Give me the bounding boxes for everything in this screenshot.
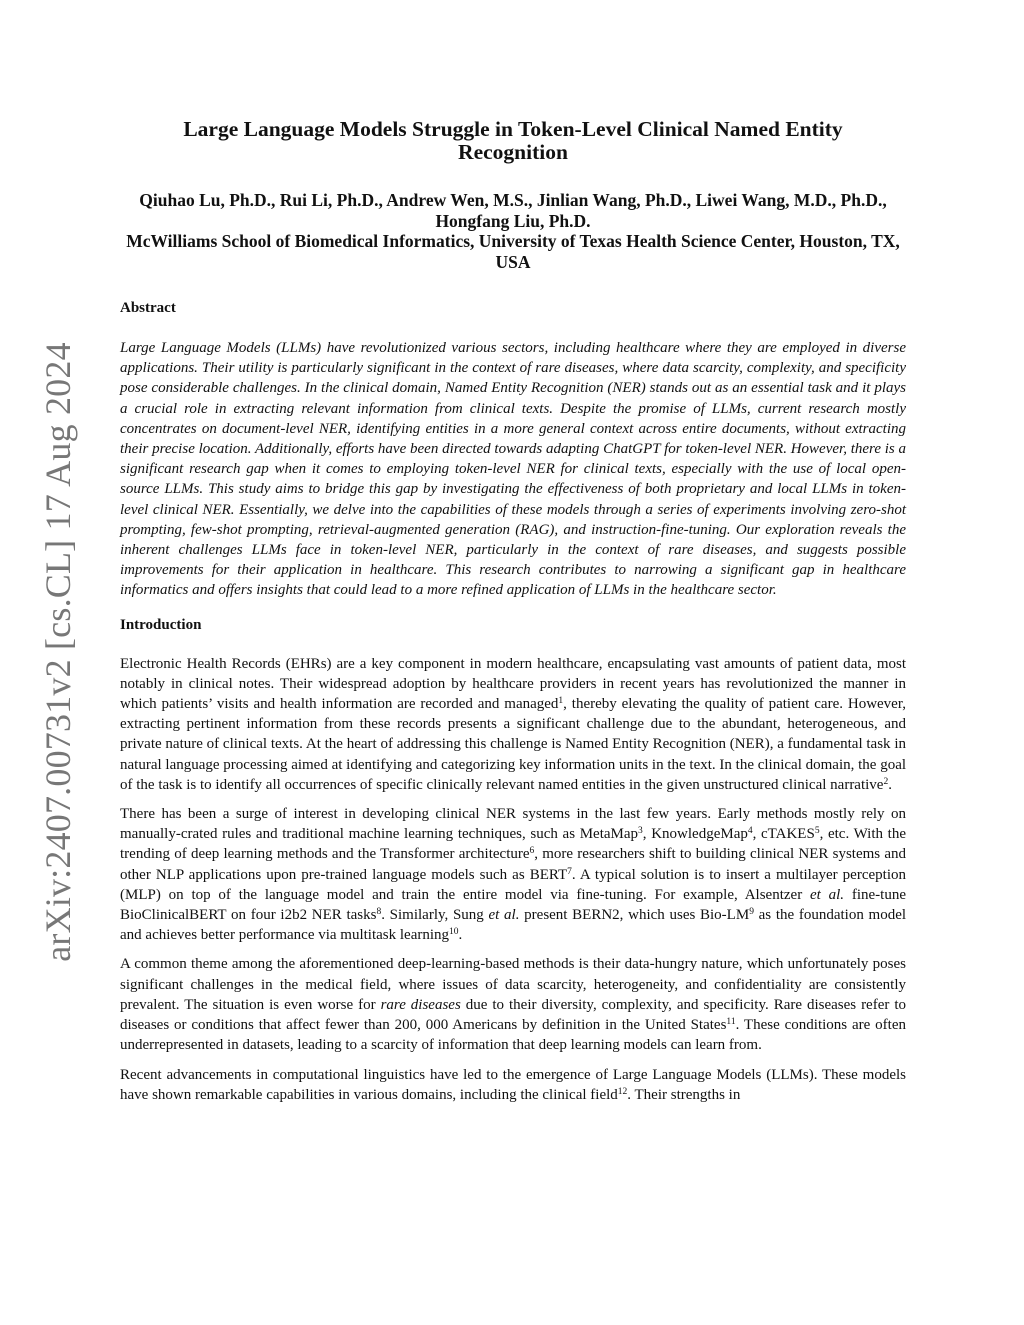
citation: 2: [883, 776, 889, 787]
paper-page: [120, 112, 906, 1105]
abstract-text: Large Language Models (LLMs) have revolutionized various sectors, including healthcare where they are employed in diverse applications. Their utility is particularly significant in the context of rare diseases, where data scarcity, complexity, and specificity pose considerable challenges. In the clinical domain, Named Entity Recognition (NER) stands out as an essential task and it plays a crucial role in extracting relevant information from clinical texts. Despite the promise of LLMs, current research mostly concentrates on document-level NER, identifying entities in a more general context across entire documents, without extracting their precise location. Additionally, efforts have been directed towards adapting ChatGPT for token-level NER. However, there is a significant research gap when it comes to employing token-level NER for clinical texts, especially with the use of local open-source LLMs. This study aims to bridge this gap by investigating the effectiveness of both proprietary and local LLMs in token-level clinical NER. Essentially, we delve into the capabilities of these models through a series of experiments involving zero-shot prompting, few-shot prompting, retrieval-augmented generation (RAG), and instruction-fine-tuning. Our exploration reveals the inherent challenges LLMs face in token-level NER, particularly in the context of rare diseases, and suggests possible improvements for their application in healthcare. This research contributes to narrowing a significant gap in healthcare informatics and offers insights that could lead to a more refined application of LLMs in the healthcare sector.: [120, 340, 906, 599]
intro-paragraph-2: There has been a surge of interest in developing clinical NER systems in the last few years. Early methods mostly rely on manually-crated rules and traditional machine learning techniques, such as MetaMap$^3$, KnowledgeMap$^4$, cTAKES$^5$, etc. With the trending of deep learning methods and the Transformer architecture$^6$, more researchers shift to building clinical NER systems and other NLP applications upon pre-trained language models such as BERT$^7$. A typical solution is to insert a multilayer perception (MLP) on top of the language model and train the entire model via fine-tuning. For example, Alsentzer et al. fine-tune BioClinicalBERT on four i2b2 NER tasks$^8$. Similarly, Sung et al. present BERN2, which uses Bio-$LM^9$ as the foundation model and achieves better performance via multitask learning$^{10}$.: [120, 806, 907, 944]
citation: 8: [376, 907, 382, 918]
citation: 7: [567, 866, 572, 877]
introduction-heading: Introduction: [120, 616, 202, 633]
affiliation: McWilliams School of Biomedical Informatics, University of Texas Health Science Center, Houston, TX, USA: [126, 231, 900, 272]
citation: 9: [749, 907, 754, 918]
citation: 12: [617, 1086, 628, 1097]
citation: 3: [638, 826, 643, 837]
citation: 1: [558, 696, 564, 707]
citation: 5: [814, 826, 820, 837]
citation: 11: [726, 1017, 736, 1028]
citation: 4: [747, 826, 753, 837]
intro-paragraph-1: Electronic Health Records (EHRs) are a key component in modern healthcare, encapsulating vast amounts of patient data, most notably in clinical notes. Their widespread adoption by healthcare providers in recent years has revolutionized the manner in which patients’ visits and health information are recorded and managed$^1$, thereby elevating the quality of patient care. However, extracting pertinent information from these records presents a significant challenge due to the abundant, heterogeneous, and private nature of clinical texts. At the heart of addressing this challenge is Named Entity Recognition (NER), a fundamental task in natural language processing aimed at identifying and categorizing key information units in the text. In the clinical domain, the goal of the task is to identify all occurrences of specific clinically relevant named entities in the given unstructured clinical narrative$^2$.: [120, 655, 907, 793]
intro-paragraph-4: Recent advancements in computational linguistics have led to the emergence of Large Language Models (LLMs). These models have shown remarkable capabilities in various domains, including the clinical field$^{12}$. Their strengths in: [120, 1066, 906, 1103]
author-list: Qiuhao Lu, Ph.D., Rui Li, Ph.D., Andrew Wen, M.S., Jinlian Wang, Ph.D., Liwei Wang, M.D., Ph.D., Hongfang Liu, Ph.D.: [139, 190, 887, 231]
paper-title: Large Language Models Struggle in Token-Level Clinical Named Entity Recognition: [183, 117, 843, 164]
abstract-heading: Abstract: [120, 300, 176, 316]
citation: 10: [449, 927, 459, 938]
intro-paragraph-3: A common theme among the aforementioned deep-learning-based methods is their data-hungry nature, which unfortunately poses significant challenges in the medical field, where issues of data scarcity, heterogeneity, and confidentiality are consistently prevalent. The situation is even worse for rare diseases due to their diversity, complexity, and specificity. Rare diseases refer to diseases or conditions that affect fewer than 200, 000 Americans by definition in the United States$^{11}$. These conditions are often underrepresented in datasets, leading to a scarcity of information that deep learning models can learn from.: [120, 956, 906, 1054]
citation: 6: [529, 846, 535, 857]
